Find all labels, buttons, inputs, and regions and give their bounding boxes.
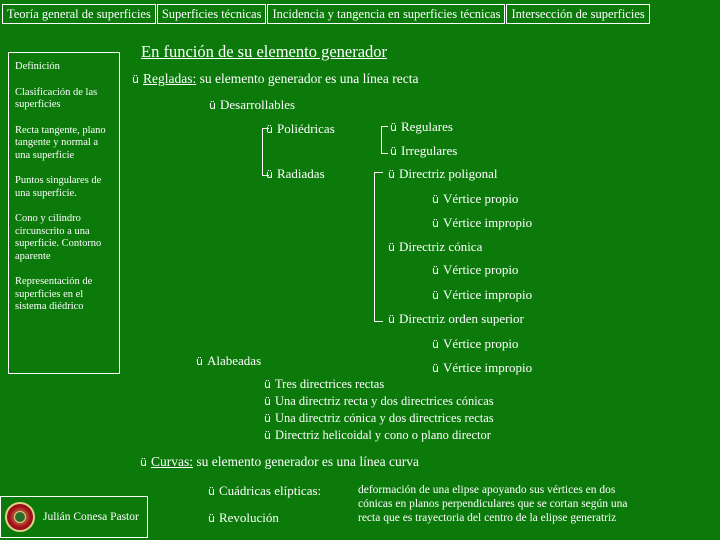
tab-incidencia-tangencia[interactable]: Incidencia y tangencia en superficies técnicas (267, 4, 505, 24)
check-icon: ü (264, 412, 271, 425)
page-title: En función de su elemento generador (141, 42, 388, 61)
item-cuadricas-label: Cuádricas elípticas: (218, 483, 322, 498)
tab-superficies-tecnicas[interactable]: Superficies técnicas (157, 4, 267, 24)
item-directriz-poligonal (388, 166, 498, 182)
check-icon: ü (140, 456, 147, 469)
item-desarrollables (209, 97, 295, 113)
item-radiadas-label: Radiadas (276, 166, 325, 181)
item-directriz-conica-label: Directriz cónica (398, 239, 483, 254)
item-vertice-propio-3-label: Vértice propio (442, 336, 519, 351)
item-vertice-propio-2 (432, 262, 518, 278)
check-icon: ü (388, 241, 395, 254)
item-regladas-text: su elemento generador es una línea recta (199, 71, 419, 86)
item-regulares-label: Regulares (400, 119, 453, 134)
item-regladas-label: Regladas: (142, 71, 197, 86)
item-radiadas (266, 166, 325, 182)
sidebar-item-definicion[interactable]: Definición (15, 61, 60, 72)
check-icon: ü (388, 313, 395, 326)
item-revolucion-label: Revolución (218, 510, 279, 525)
item-helicoidal (264, 428, 491, 443)
item-vertice-propio-1 (432, 191, 518, 207)
item-vertice-impropio-1 (432, 215, 532, 231)
item-directriz-poligonal-label: Directriz poligonal (398, 166, 498, 181)
tab-bar (2, 4, 718, 24)
footer-bar (0, 496, 148, 538)
item-vertice-propio-2-label: Vértice propio (442, 262, 519, 277)
item-helicoidal-label: Directriz helicoidal y cono o plano director (274, 428, 491, 442)
item-poliedricas-label: Poliédricas (276, 121, 335, 136)
connector-poliedricas (381, 126, 388, 154)
item-una-conica-dos-rectas-label: Una directriz cónica y dos directrices rectas (274, 411, 494, 425)
item-alabeadas-label: Alabeadas (206, 353, 262, 368)
item-vertice-impropio-3-label: Vértice impropio (442, 360, 533, 375)
check-icon: ü (432, 289, 439, 302)
check-icon: ü (432, 193, 439, 206)
item-vertice-impropio-1-label: Vértice impropio (442, 215, 533, 230)
check-icon: ü (209, 99, 216, 112)
check-icon: ü (208, 485, 215, 498)
check-icon: ü (266, 168, 273, 181)
check-icon: ü (432, 217, 439, 230)
connector-radiadas (374, 172, 383, 322)
item-vertice-propio-3 (432, 336, 518, 352)
sidebar-item-recta-tangente[interactable]: Recta tangente, plano tangente y normal a una superficie (15, 124, 106, 161)
university-seal-icon (5, 502, 35, 532)
item-curvas (140, 454, 419, 470)
check-icon: ü (208, 512, 215, 525)
sidebar-item-representacion[interactable]: Representación de superficies en el sistema diédrico (15, 276, 93, 312)
item-vertice-propio-1-label: Vértice propio (442, 191, 519, 206)
item-desarrollables-label: Desarrollables (219, 97, 296, 112)
check-icon: ü (432, 338, 439, 351)
check-icon: ü (132, 73, 139, 86)
sidebar (8, 52, 120, 374)
item-revolucion (208, 510, 279, 526)
check-icon: ü (266, 123, 273, 136)
item-irregulares (390, 143, 457, 159)
item-tres-directrices-label: Tres directrices rectas (274, 377, 385, 391)
author-name: Julián Conesa Pastor (43, 511, 139, 523)
sidebar-item-puntos-singulares[interactable]: Puntos singulares de una superficie. (15, 175, 102, 199)
item-curvas-label: Curvas: (150, 454, 193, 469)
item-vertice-impropio-3 (432, 360, 532, 376)
sidebar-item-clasificacion[interactable]: Clasificación de las superficies (15, 86, 98, 110)
check-icon: ü (388, 168, 395, 181)
item-tres-directrices (264, 377, 384, 392)
item-regulares (390, 119, 453, 135)
item-directriz-orden-superior (388, 311, 524, 327)
item-vertice-impropio-2 (432, 287, 532, 303)
sidebar-item-cono-cilindro[interactable]: Cono y cilindro circunscrito a una superficie. Contorno aparente (15, 213, 102, 262)
item-una-recta-dos-conicas-label: Una directriz recta y dos directrices cónicas (274, 394, 494, 408)
item-una-recta-dos-conicas (264, 394, 494, 409)
item-curvas-text: su elemento generador es una línea curva (196, 454, 420, 469)
item-poliedricas (266, 121, 335, 137)
check-icon: ü (264, 429, 271, 442)
check-icon: ü (196, 355, 203, 368)
item-irregulares-label: Irregulares (400, 143, 458, 158)
check-icon: ü (264, 378, 271, 391)
check-icon: ü (432, 362, 439, 375)
cuadricas-description: deformación de una elipse apoyando sus vértices en dos cónicas en planos perpendiculares que se cortan según una recta que es trayectoria del centro de la elipse generatriz (358, 484, 628, 524)
item-directriz-conica (388, 239, 482, 255)
item-regladas (132, 71, 419, 87)
check-icon: ü (390, 121, 397, 134)
check-icon: ü (432, 264, 439, 277)
tab-teoria-general[interactable]: Teoría general de superficies (2, 4, 156, 24)
item-una-conica-dos-rectas (264, 411, 494, 426)
item-vertice-impropio-2-label: Vértice impropio (442, 287, 533, 302)
item-directriz-orden-superior-label: Directriz orden superior (398, 311, 524, 326)
check-icon: ü (390, 145, 397, 158)
item-alabeadas (196, 353, 261, 369)
check-icon: ü (264, 395, 271, 408)
tab-interseccion-superficies[interactable]: Intersección de superficies (506, 4, 649, 24)
item-cuadricas (208, 483, 321, 499)
